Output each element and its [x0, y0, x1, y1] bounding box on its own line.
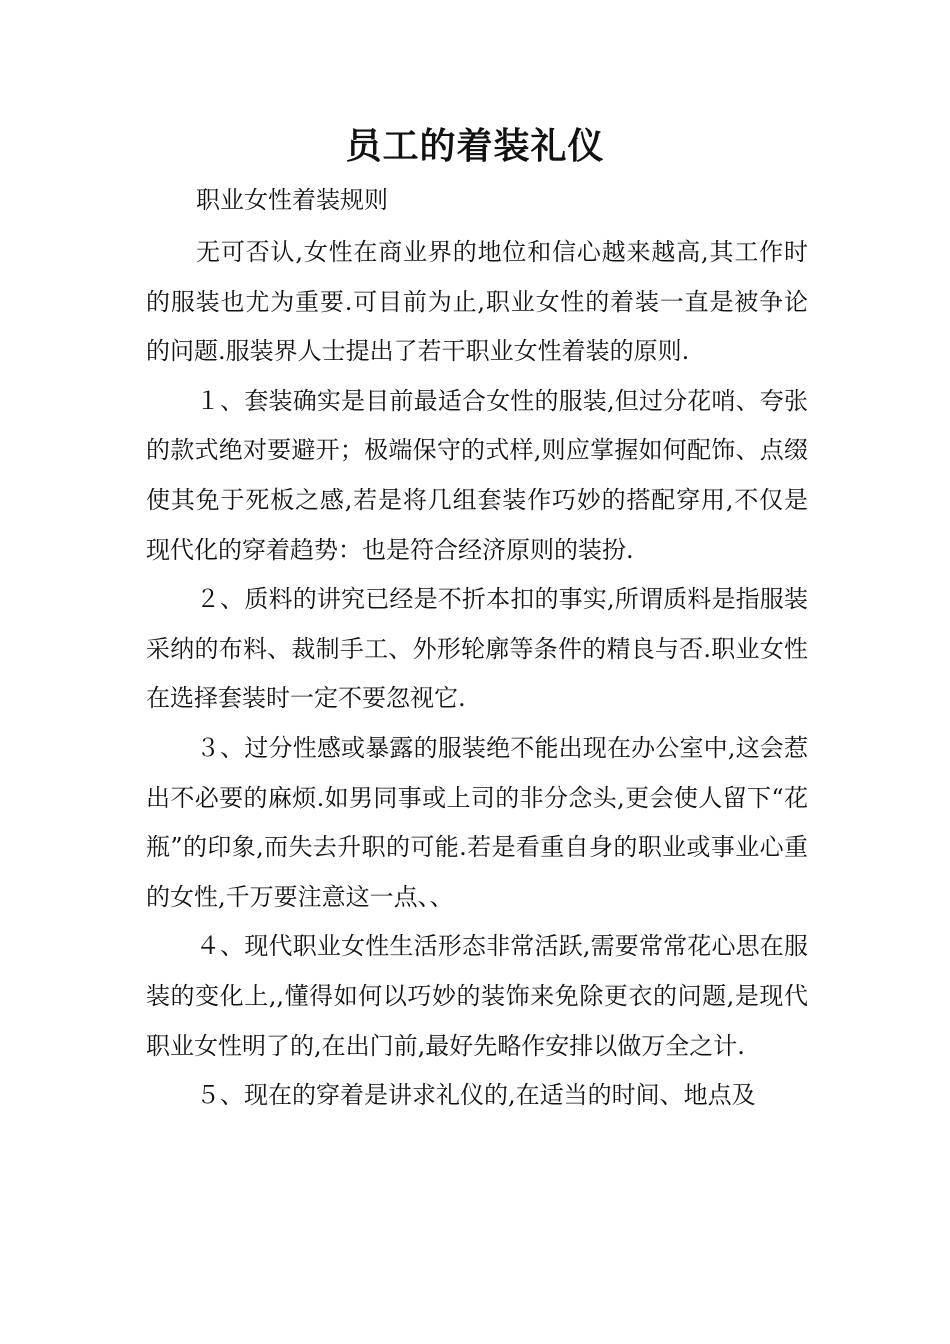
body-text	[146, 228, 808, 1121]
paragraph-rule-2: ２、质料的讲究已经是不折本扣的事实,所谓质料是指服装采纳的布料、裁制手工、外形轮廓等条件的精良与否.职业女性在选择套装时一定不要忽视它.	[146, 585, 808, 713]
paragraph-rule-5: ５、现在的穿着是讲求礼仪的,在适当的时间、地点及	[196, 1081, 756, 1110]
paragraph-rule-4: ４、现代职业女性生活形态非常活跃,需要常常花心思在服装的变化上,,懂得如何以巧妙的装饰来免除更衣的问题,是现代职业女性明了的,在出门前,最好先略作安排以做万全之计.	[146, 932, 808, 1060]
section-subtitle: 职业女性着装规则	[196, 186, 388, 214]
paragraph-rule-3: ３、过分性感或暴露的服装绝不能出现在办公室中,这会惹出不必要的麻烦.如男同事或上司的非分念头,更会使人留下“花瓶”的印象,而失去升职的可能.若是看重自身的职业或事业心重的女性,千万要注意这一点、、	[146, 733, 808, 911]
paragraph-rule-1: １、套装确实是目前最适合女性的服装,但过分花哨、夸张的款式绝对要避开；极端保守的式样,则应掌握如何配饰、点缀使其免于死板之感,若是将几组套装作巧妙的搭配穿用,不仅是现代化的穿着趋势：也是符合经济原则的装扮.	[146, 386, 808, 564]
paragraph-intro: 无可否认,女性在商业界的地位和信心越来越高,其工作时的服装也尤为重要.可目前为止,职业女性的着装一直是被争论的问题.服装界人士提出了若干职业女性着装的原则.	[146, 238, 808, 366]
page-title: 员工的着装礼仪	[345, 126, 605, 167]
